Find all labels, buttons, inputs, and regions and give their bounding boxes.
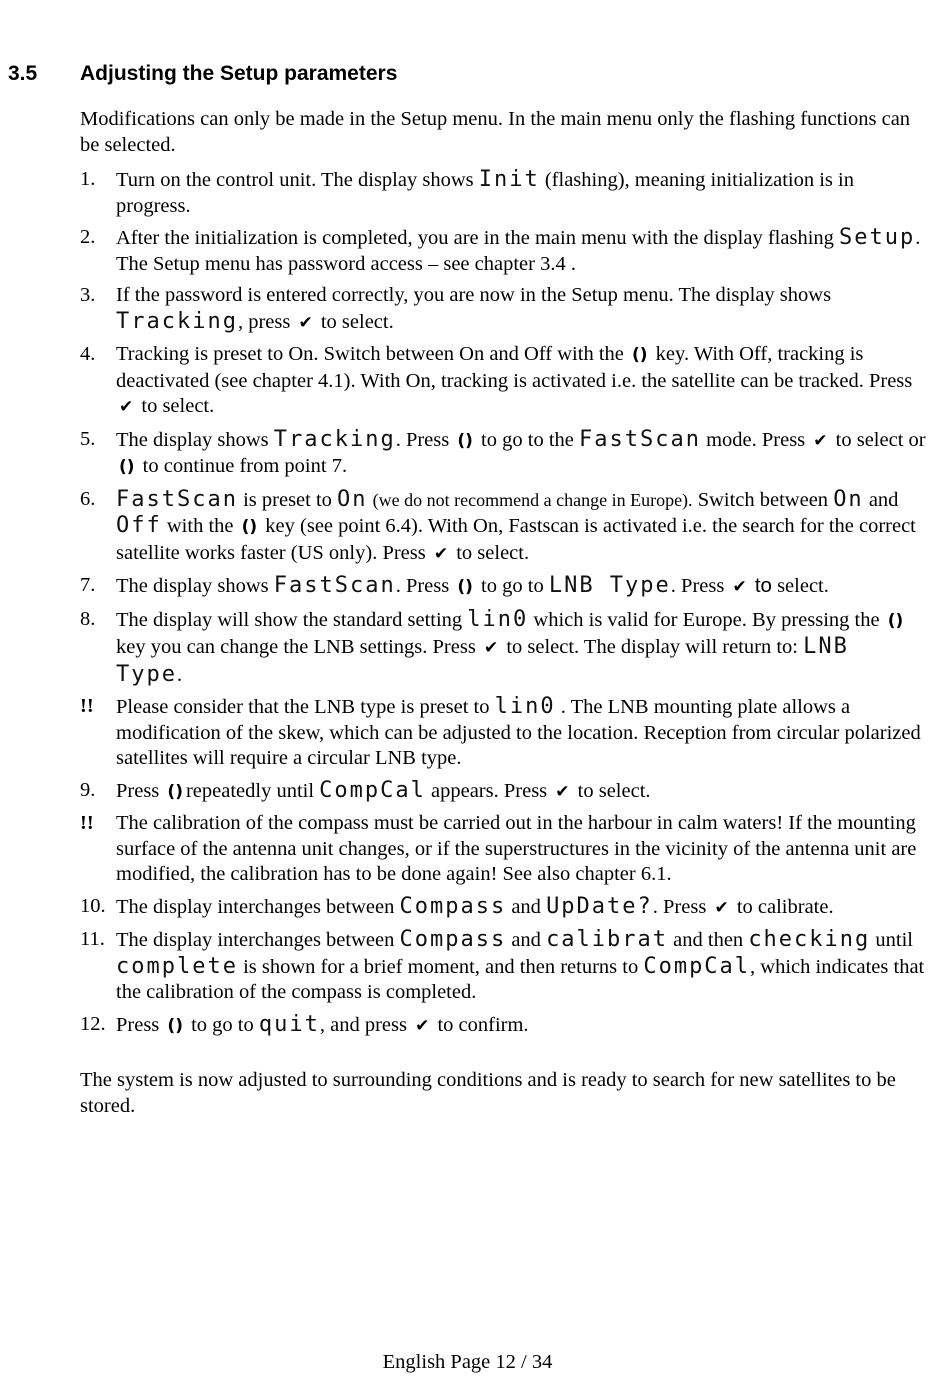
step-marker: 1. [80, 168, 96, 190]
step-marker: 10. [80, 894, 106, 917]
lcd-text: CompCal [643, 953, 751, 979]
step-text: The display shows Tracking. Press () to go to the FastScan mode. Press ✔ to select or () to continue from point 7. [116, 427, 930, 481]
list-item [80, 573, 930, 601]
step-text: After the initialization is completed, you are in the main menu with the display flashing Setup. The Setup menu has password access – see chapter 3.4 . [116, 225, 921, 275]
intro-paragraph: Modifications can only be made in the Setup menu. In the main menu only the flashing functions can be selected. [80, 108, 911, 156]
step-marker: 5. [80, 427, 96, 450]
step-text: Press () repeatedly until CompCal appears. Press ✔ to select. [116, 778, 930, 806]
lcd-text: LNB Type [116, 634, 849, 687]
step-text: Please consider that the LNB type is preset to lin0 . The LNB mounting plate allows a modification of the skew, which can be adjusted to the location. Reception from circular polarized satellites will require a circular LNB type. [116, 694, 921, 769]
list-item [80, 778, 930, 806]
lcd-text: Tracking [116, 308, 238, 334]
left-right-key-icon: () [167, 1015, 183, 1036]
checkmark-icon: ✔ [415, 1015, 430, 1036]
left-right-key-icon: () [457, 430, 473, 451]
left-right-key-icon: () [887, 610, 904, 631]
list-item [80, 927, 930, 1006]
checkmark-icon: ✔ [119, 397, 134, 417]
step-marker: 2. [80, 226, 96, 248]
checkmark-icon: ✔ [813, 430, 828, 451]
lcd-text: LNB Type [548, 573, 671, 598]
checkmark-icon: ✔ [714, 897, 729, 918]
lcd-text: FastScan [273, 573, 396, 598]
list-item [80, 342, 930, 421]
lcd-text: quit [258, 1011, 320, 1037]
section-number: 3.5 [8, 62, 38, 85]
step-marker: 12. [80, 1012, 106, 1035]
step-text: Tracking is preset to On. Switch between On and Off with the () key. With Off, tracking is deactivated (see chapter 4.1). With On, tracking is activated i.e. the satellite can be tracked. Press ✔ to select. [116, 342, 930, 421]
step-text: Press () to go to quit, and press ✔ to confirm. [116, 1012, 930, 1040]
left-right-key-icon: () [167, 781, 183, 802]
lcd-text: Init [478, 167, 540, 192]
left-right-key-icon: () [632, 345, 648, 365]
step-text: FastScan is preset to On (we do not recommend a change in Europe). Switch between On and Off with the () key (see point 6.4). With On, Fastscan is activated i.e. the search for the correct satellite works faster (US only). Press ✔ to select. [116, 487, 930, 568]
step-marker: 9. [80, 778, 96, 801]
checkmark-icon: ✔ [483, 638, 499, 658]
lcd-text: FastScan [116, 486, 238, 512]
step-marker: 3. [80, 284, 96, 306]
checkmark-icon: ✔ [555, 781, 570, 802]
lcd-text: CompCal [319, 777, 426, 803]
lcd-text: checking [748, 927, 871, 952]
step-text: If the password is entered correctly, you are now in the Setup menu. The display shows Tracking, press ✔ to select. [116, 283, 930, 336]
lcd-text: UpDate? [546, 893, 653, 919]
step-text: The display shows FastScan. Press () to go to LNB Type. Press ✔ to select. [116, 573, 930, 601]
checkmark-icon: ✔ [298, 312, 313, 333]
checkmark-icon: ✔ [433, 543, 449, 564]
step-marker: 11. [80, 928, 105, 950]
section-title: Adjusting the Setup parameters [80, 62, 398, 85]
left-right-key-icon: () [119, 457, 135, 477]
list-item [80, 694, 930, 772]
list-item [80, 283, 930, 336]
lcd-text: On [833, 486, 864, 512]
list-item [80, 427, 930, 481]
list-item [80, 225, 930, 277]
step-marker: 8. [80, 607, 96, 630]
step-text: The display interchanges between Compass and UpDate?. Press ✔ to calibrate. [116, 894, 930, 922]
lcd-text: lin0 [494, 694, 556, 719]
left-right-key-icon: () [241, 517, 258, 537]
page-footer: English Page 12 / 34 [382, 1351, 553, 1373]
step-marker: 6. [80, 487, 96, 510]
list-item [80, 607, 930, 689]
step-marker: 4. [80, 343, 96, 365]
step-text: The display interchanges between Compass and calibrat and then checking until complete is shown for a brief moment, and then returns to CompCal, which indicates that the calibration of the compass is completed. [116, 927, 925, 1003]
lcd-text: complete [116, 953, 238, 979]
step-text: The calibration of the compass must be carried out in the harbour in calm waters! If the mounting surface of the antenna unit changes, or if the superstructures in the vicinity of the antenna unit are modified, the calibration has to be done again! See also chapter 6.1. [116, 812, 917, 885]
lcd-text: On [337, 486, 368, 512]
list-item [80, 894, 930, 922]
lcd-text: Compass [399, 893, 507, 919]
lcd-text: Off [116, 513, 162, 538]
step-marker: 7. [80, 574, 96, 596]
lcd-text: lin0 [467, 606, 529, 632]
section-heading [8, 60, 397, 88]
lcd-text: FastScan [578, 426, 701, 452]
list-item [80, 811, 930, 888]
lcd-text: Tracking [273, 426, 396, 452]
step-text: Turn on the control unit. The display shows Init (flashing), meaning initialization is in progress. [116, 167, 854, 217]
list-item [80, 167, 930, 219]
steps-list [80, 167, 930, 1045]
lcd-text: calibrat [546, 927, 669, 952]
warning-marker: !! [80, 812, 94, 834]
warning-marker: !! [80, 695, 94, 717]
step-text: The display will show the standard setting lin0 which is valid for Europe. By pressing the () key you can change the LNB settings. Press ✔ to select. The display will return to: LNB Type. [116, 607, 930, 689]
lcd-text: Setup [839, 225, 916, 250]
list-item [80, 487, 930, 568]
list-item [80, 1012, 930, 1040]
closing-paragraph: The system is now adjusted to surrounding conditions and is ready to search for new satellites to be stored. [80, 1069, 896, 1117]
recommendation-note: (we do not recommend a change in Europe). [372, 489, 693, 510]
checkmark-icon: ✔ [732, 577, 747, 597]
left-right-key-icon: () [457, 577, 473, 597]
lcd-text: Compass [399, 927, 507, 952]
